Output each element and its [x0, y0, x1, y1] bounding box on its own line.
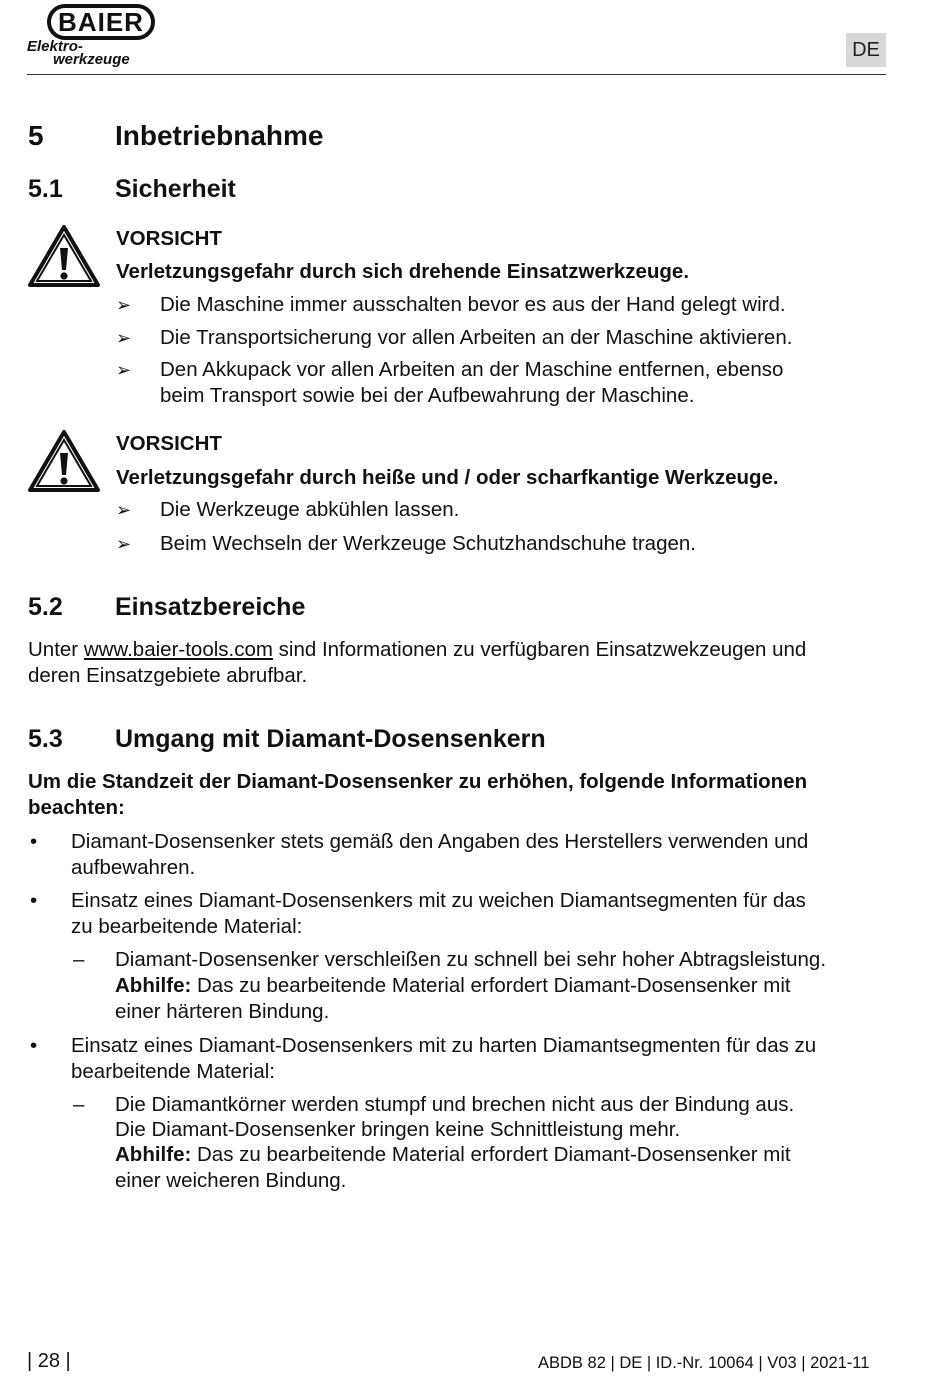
document-info: ABDB 82 | DE | ID.-Nr. 10064 | V03 | 2021-11: [538, 1354, 870, 1372]
section-5-3-intro-cont: beachten:: [28, 796, 125, 819]
section-5-title: Inbetriebnahme: [115, 120, 324, 151]
sub-2-line3: einer härteren Bindung.: [115, 1000, 330, 1023]
logo-subtitle-2: werkzeuge: [53, 51, 130, 68]
bullet-icon: •: [30, 830, 38, 853]
header-divider: [27, 74, 886, 75]
bullet-2-line1: Einsatz eines Diamant-Dosensenkers mit zu weichen Diamantsegmenten für das: [71, 889, 806, 912]
section-5-number: 5: [28, 120, 44, 151]
warning-1-item-cont: beim Transport sowie bei der Aufbewahrung der Maschine.: [160, 384, 695, 407]
sub-3-line1: Die Diamantkörner werden stumpf und brechen nicht aus der Bindung aus.: [115, 1093, 795, 1116]
remedy-label: Abhilfe:: [115, 974, 192, 997]
section-5-1-title: Sicherheit: [115, 175, 236, 203]
arrow-bullet-icon: ➢: [116, 295, 132, 315]
warning-1-item: Die Maschine immer ausschalten bevor es aus der Hand gelegt wird.: [160, 293, 786, 316]
remedy-text: Das zu bearbeitende Material erfordert Diamant-Dosensenker mit: [191, 974, 791, 997]
arrow-bullet-icon: ➢: [116, 500, 132, 520]
bullet-1-line1: Diamant-Dosensenker stets gemäß den Angaben des Herstellers verwenden und: [71, 830, 809, 853]
warning-2-headline: Verletzungsgefahr durch heiße und / oder scharfkantige Werkzeuge.: [116, 466, 779, 489]
sub-3-line4: einer weicheren Bindung.: [115, 1169, 347, 1192]
section-5-3-intro: Um die Standzeit der Diamant-Dosensenker zu erhöhen, folgende Informationen: [28, 770, 808, 793]
warning-1-item: Die Transportsicherung vor allen Arbeiten an der Maschine aktivieren.: [160, 326, 793, 349]
warning-2-item: Die Werkzeuge abkühlen lassen.: [160, 498, 460, 521]
section-5-2-title: Einsatzbereiche: [115, 593, 306, 621]
paragraph-text: sind Informationen zu verfügbaren Einsatzwekzeugen und: [272, 638, 807, 661]
remedy-label: Abhilfe:: [115, 1143, 192, 1166]
sub-2-remedy: [115, 973, 791, 999]
section-5-3-title: Umgang mit Diamant-Dosensenkern: [115, 725, 546, 753]
section-5-2-paragraph: [28, 637, 806, 663]
warning-2-label: VORSICHT: [116, 432, 222, 455]
logo-subtitle-1: Elektro-: [27, 38, 83, 55]
bullet-2-line2: zu bearbeitende Material:: [71, 915, 303, 938]
baier-logo: [27, 4, 167, 72]
language-badge: DE: [846, 33, 886, 67]
sub-3-remedy: [115, 1142, 791, 1168]
warning-1-headline: Verletzungsgefahr durch sich drehende Einsatzwerkzeuge.: [116, 260, 690, 283]
section-5-1-number: 5.1: [28, 175, 63, 203]
arrow-bullet-icon: ➢: [116, 328, 132, 348]
baier-tools-link[interactable]: www.baier-tools.com: [83, 638, 273, 661]
warning-1-item: Den Akkupack vor allen Arbeiten an der Maschine entfernen, ebenso: [160, 358, 784, 381]
section-5-3-number: 5.3: [28, 725, 63, 753]
sub-3-line2: Die Diamant-Dosensenker bringen keine Schnittleistung mehr.: [115, 1118, 681, 1141]
bullet-icon: •: [30, 1034, 38, 1057]
sub-2-line1: Diamant-Dosensenker verschleißen zu schnell bei sehr hoher Abtragsleistung.: [115, 948, 827, 971]
page-number: | 28 |: [27, 1350, 71, 1372]
arrow-bullet-icon: ➢: [116, 360, 132, 380]
warning-1-label: VORSICHT: [116, 227, 222, 250]
warning-triangle-icon: [27, 224, 101, 293]
dash-icon: –: [73, 1093, 85, 1116]
bullet-3-line2: bearbeitende Material:: [71, 1060, 275, 1083]
remedy-text: Das zu bearbeitende Material erfordert Diamant-Dosensenker mit: [191, 1143, 791, 1166]
section-5-2-paragraph-line2: deren Einsatzgebiete abrufbar.: [28, 664, 308, 687]
warning-triangle-icon: [27, 429, 101, 498]
warning-2-item: Beim Wechseln der Werkzeuge Schutzhandschuhe tragen.: [160, 532, 696, 555]
bullet-3-line1: Einsatz eines Diamant-Dosensenkers mit zu harten Diamantsegmenten für das zu: [71, 1034, 817, 1057]
paragraph-text: Unter: [28, 638, 84, 661]
logo-wordmark: BAIER: [47, 4, 155, 40]
dash-icon: –: [73, 948, 85, 971]
arrow-bullet-icon: ➢: [116, 534, 132, 554]
bullet-icon: •: [30, 889, 38, 912]
bullet-1-line2: aufbewahren.: [71, 856, 196, 879]
section-5-2-number: 5.2: [28, 593, 63, 621]
